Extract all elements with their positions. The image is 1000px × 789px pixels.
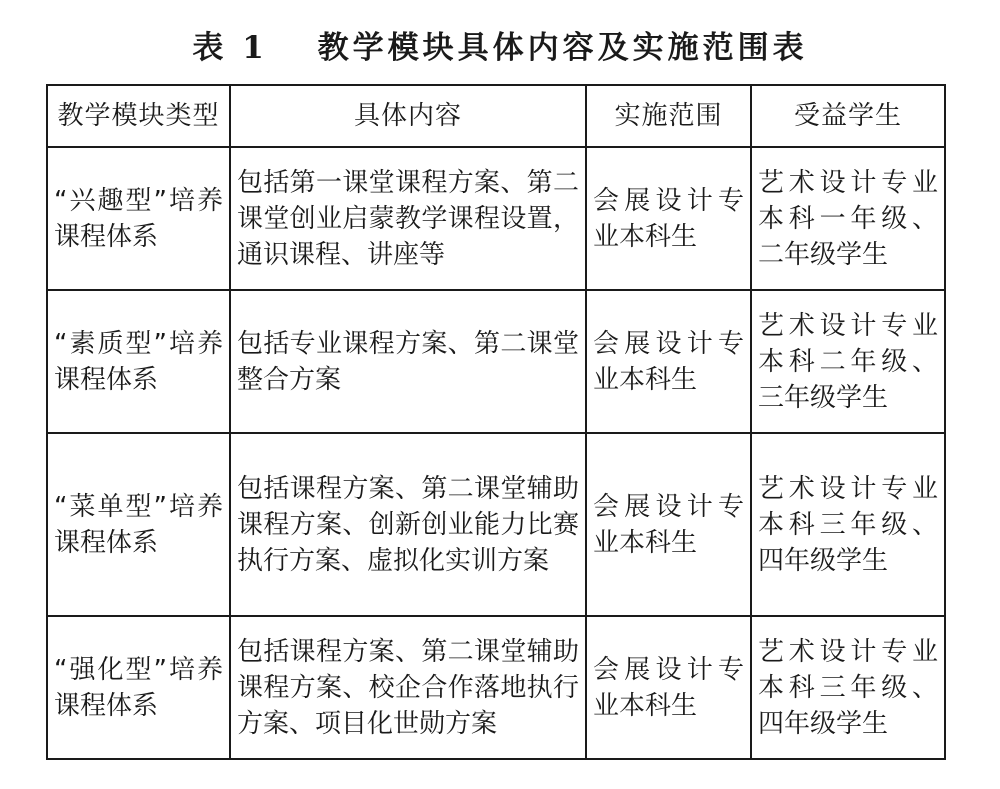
cell-module-type: “兴趣型”培养课程体系 xyxy=(47,147,230,290)
cell-students: 艺术设计专业本科一年级、二年级学生 xyxy=(751,147,945,290)
cell-scope: 会展设计专业本科生 xyxy=(586,433,751,616)
cell-content: 包括第一课堂课程方案、第二课堂创业启蒙教学课程设置，通识课程、讲座等 xyxy=(230,147,586,290)
cell-module-type: “强化型”培养课程体系 xyxy=(47,616,230,759)
table-row xyxy=(47,616,945,759)
header-students: 受益学生 xyxy=(751,85,945,147)
cell-students: 艺术设计专业本科三年级、四年级学生 xyxy=(751,433,945,616)
cell-module-type: “素质型”培养课程体系 xyxy=(47,290,230,433)
table-caption: 表 1 教学模块具体内容及实施范围表 xyxy=(192,30,808,66)
header-module-type: 教学模块类型 xyxy=(47,85,230,147)
cell-students: 艺术设计专业本科二年级、三年级学生 xyxy=(751,290,945,433)
table-row xyxy=(47,147,945,290)
cell-content: 包括课程方案、第二课堂辅助课程方案、创新创业能力比赛执行方案、虚拟化实训方案 xyxy=(230,433,586,616)
header-scope: 实施范围 xyxy=(586,85,751,147)
cell-content: 包括专业课程方案、第二课堂整合方案 xyxy=(230,290,586,433)
teaching-module-table xyxy=(46,84,946,760)
table-row xyxy=(47,290,945,433)
cell-scope: 会展设计专业本科生 xyxy=(586,290,751,433)
cell-scope: 会展设计专业本科生 xyxy=(586,147,751,290)
cell-students: 艺术设计专业本科三年级、四年级学生 xyxy=(751,616,945,759)
cell-content: 包括课程方案、第二课堂辅助课程方案、校企合作落地执行方案、项目化世勋方案 xyxy=(230,616,586,759)
header-row xyxy=(47,85,945,147)
cell-module-type: “菜单型”培养课程体系 xyxy=(47,433,230,616)
table-row xyxy=(47,433,945,616)
cell-scope: 会展设计专业本科生 xyxy=(586,616,751,759)
header-content: 具体内容 xyxy=(230,85,586,147)
